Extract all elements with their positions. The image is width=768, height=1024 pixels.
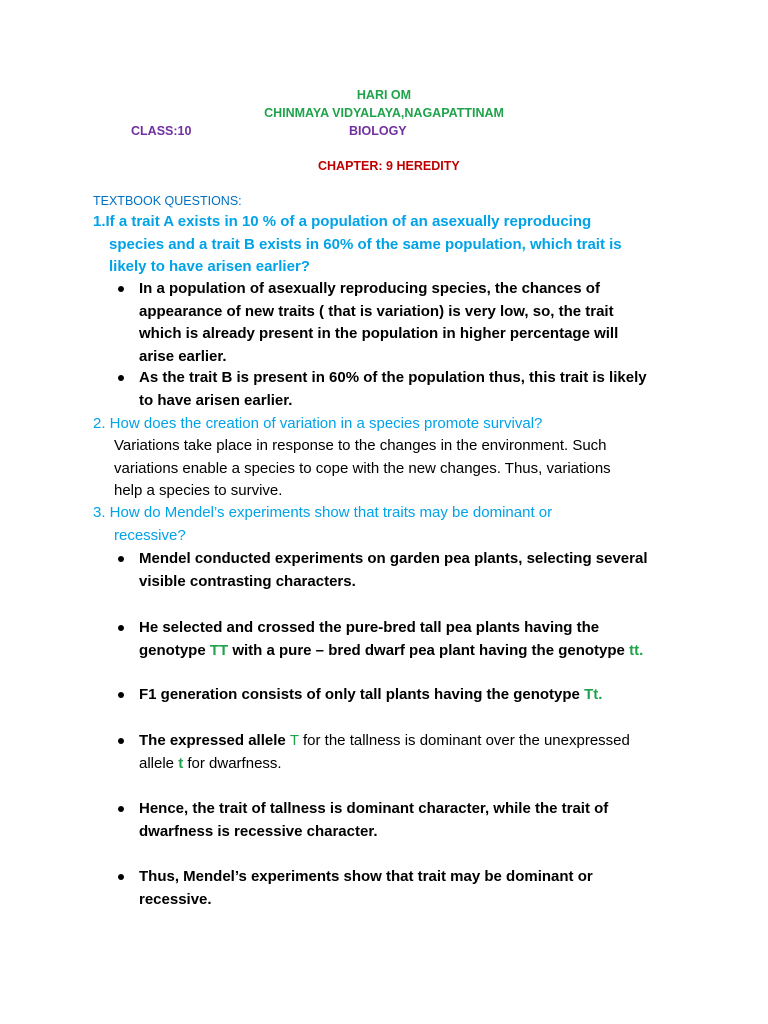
q3-answer-bullet-2 — [139, 617, 643, 662]
genotype-text: TT — [209, 641, 229, 659]
question-1-line: likely to have arisen earlier? — [109, 258, 310, 275]
question-1 — [93, 211, 622, 279]
q1-answer-bullet-2 — [139, 367, 647, 412]
school-name: CHINMAYA VIDYALAYA,NAGAPATTINAM — [264, 106, 504, 120]
answer-line: arise earlier. — [139, 347, 227, 365]
genotype-text: Tt. — [584, 686, 603, 703]
q3-answer-bullet-1 — [139, 548, 647, 593]
bullet-icon — [118, 738, 124, 744]
question-1-line: species and a trait B exists in 60% of the same population, which trait is — [109, 235, 622, 253]
answer-line: He selected and crossed the pure-bred tall pea plants having the — [139, 619, 600, 636]
class-label: CLASS:10 — [131, 124, 192, 138]
allele-text: T — [289, 732, 299, 749]
genotype-text: tt. — [629, 641, 644, 659]
subject-label: BIOLOGY — [349, 124, 407, 138]
bullet-icon — [118, 692, 124, 698]
answer-line: Thus, Mendel’s experiments show that trait may be dominant or — [139, 868, 593, 885]
q2-answer — [114, 435, 611, 503]
bullet-icon — [118, 375, 124, 381]
answer-text: The expressed allele — [139, 732, 290, 749]
salutation: HARI OM — [356, 88, 412, 102]
question-3-line: recessive? — [114, 526, 186, 544]
answer-line: recessive. — [139, 890, 212, 908]
answer-line: visible contrasting characters. — [139, 572, 356, 590]
bullet-icon — [118, 806, 124, 812]
answer-line: Mendel conducted experiments on garden pea plants, selecting several — [139, 550, 648, 567]
bullet-icon — [118, 625, 124, 631]
answer-line: Hence, the trait of tallness is dominant character, while the trait of — [139, 800, 609, 817]
bullet-icon — [118, 286, 124, 292]
answer-line: to have arisen earlier. — [139, 391, 293, 409]
bullet-icon — [118, 874, 124, 880]
answer-text: F1 generation consists of only tall plants having the genotype — [139, 686, 585, 703]
question-3 — [93, 502, 552, 547]
answer-line: appearance of new traits ( that is variation) is very low, so, the trait — [139, 302, 614, 320]
answer-text: for dwarfness. — [183, 754, 282, 772]
answer-line — [139, 640, 643, 663]
bullet-icon — [118, 556, 124, 562]
q3-answer-bullet-5 — [139, 798, 608, 843]
question-3-line: 3. How do Mendel’s experiments show that traits may be dominant or — [93, 504, 553, 521]
answer-line — [139, 730, 630, 753]
answer-line: variations enable a species to cope with the new changes. Thus, variations — [114, 459, 611, 477]
answer-line — [139, 753, 630, 776]
q3-answer-bullet-6 — [139, 866, 593, 911]
question-2: 2. How does the creation of variation in a species promote survival? — [93, 415, 543, 432]
q1-answer-bullet-1 — [139, 278, 618, 368]
answer-line: In a population of asexually reproducing species, the chances of — [139, 280, 600, 297]
allele-text: t — [178, 754, 184, 772]
answer-line: As the trait B is present in 60% of the population thus, this trait is likely — [139, 369, 647, 386]
section-title: TEXTBOOK QUESTIONS: — [93, 194, 242, 208]
answer-line: dwarfness is recessive character. — [139, 822, 378, 840]
answer-text: allele — [139, 754, 179, 772]
chapter-title: CHAPTER: 9 HEREDITY — [318, 159, 460, 173]
answer-line — [139, 684, 602, 707]
q3-answer-bullet-4 — [139, 730, 630, 775]
q3-answer-bullet-3 — [139, 684, 602, 707]
answer-line: which is already present in the population in higher percentage will — [139, 325, 619, 342]
answer-text: with a pure – bred dwarf pea plant having the genotype — [228, 641, 630, 659]
answer-text: for the tallness is dominant over the unexpressed — [298, 732, 630, 749]
question-1-line: 1.If a trait A exists in 10 % of a population of an asexually reproducing — [93, 213, 592, 230]
answer-line: Variations take place in response to the changes in the environment. Such — [114, 437, 607, 454]
answer-text: genotype — [139, 641, 210, 659]
answer-line: help a species to survive. — [114, 482, 283, 499]
